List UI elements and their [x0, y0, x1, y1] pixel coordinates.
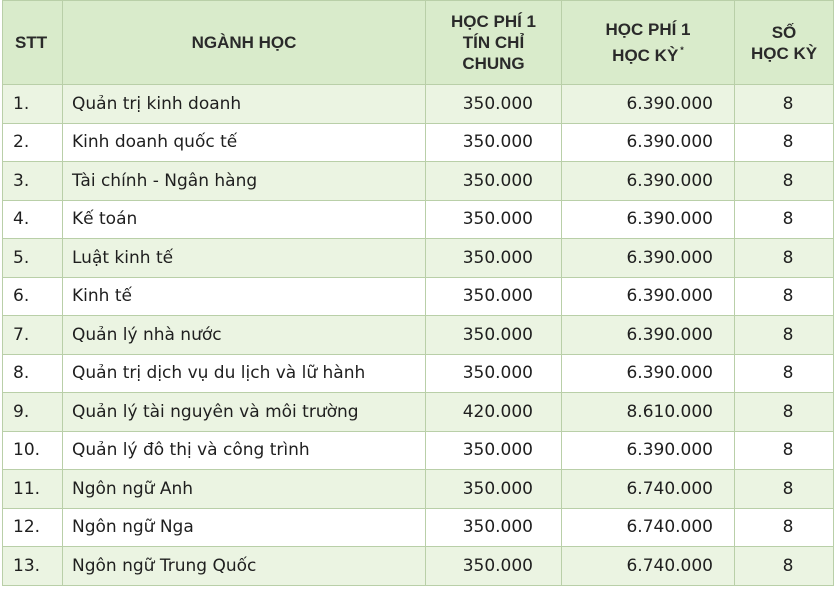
cell-semester-fee: 6.390.000 [562, 162, 735, 201]
cell-credit-fee: 350.000 [426, 123, 562, 162]
cell-semesters: 8 [735, 393, 834, 432]
cell-stt: 10. [3, 431, 63, 470]
header-semester-fee-line2: HỌC KỲ [612, 46, 679, 65]
header-credit-fee [426, 1, 562, 85]
cell-major: Tài chính - Ngân hàng [63, 162, 426, 201]
cell-major: Quản lý đô thị và công trình [63, 431, 426, 470]
table-row [3, 431, 834, 470]
cell-stt: 13. [3, 547, 63, 586]
cell-credit-fee: 350.000 [426, 200, 562, 239]
table-row [3, 200, 834, 239]
cell-semester-fee: 6.390.000 [562, 354, 735, 393]
cell-stt: 2. [3, 123, 63, 162]
cell-semester-fee: 6.740.000 [562, 508, 735, 547]
header-credit-fee-line2: TÍN CHỈ [462, 33, 525, 52]
header-major: NGÀNH HỌC [63, 1, 426, 85]
cell-credit-fee: 350.000 [426, 508, 562, 547]
tuition-table [2, 0, 834, 586]
cell-semesters: 8 [735, 316, 834, 355]
cell-semesters: 8 [735, 354, 834, 393]
cell-semester-fee: 6.740.000 [562, 547, 735, 586]
cell-semesters: 8 [735, 200, 834, 239]
header-semester-fee-footnote-mark: * [680, 45, 684, 55]
table-header [3, 1, 834, 85]
cell-major: Quản lý nhà nước [63, 316, 426, 355]
table-row [3, 393, 834, 432]
cell-semesters: 8 [735, 85, 834, 124]
cell-stt: 7. [3, 316, 63, 355]
cell-credit-fee: 350.000 [426, 85, 562, 124]
table-row [3, 239, 834, 278]
header-semester-fee-line1: HỌC PHÍ 1 [605, 20, 691, 39]
cell-semester-fee: 6.740.000 [562, 470, 735, 509]
table-row [3, 123, 834, 162]
table-row [3, 162, 834, 201]
cell-credit-fee: 350.000 [426, 470, 562, 509]
cell-semesters: 8 [735, 470, 834, 509]
cell-stt: 1. [3, 85, 63, 124]
cell-semesters: 8 [735, 162, 834, 201]
cell-semesters: 8 [735, 547, 834, 586]
header-credit-fee-line3: CHUNG [462, 54, 525, 73]
cell-stt: 4. [3, 200, 63, 239]
cell-credit-fee: 350.000 [426, 547, 562, 586]
cell-major: Ngôn ngữ Nga [63, 508, 426, 547]
cell-major: Kế toán [63, 200, 426, 239]
cell-credit-fee: 350.000 [426, 354, 562, 393]
cell-stt: 12. [3, 508, 63, 547]
cell-semester-fee: 6.390.000 [562, 277, 735, 316]
header-semesters [735, 1, 834, 85]
cell-credit-fee: 350.000 [426, 239, 562, 278]
header-stt: STT [3, 1, 63, 85]
table-row [3, 547, 834, 586]
cell-semester-fee: 6.390.000 [562, 431, 735, 470]
cell-credit-fee: 420.000 [426, 393, 562, 432]
cell-semester-fee: 6.390.000 [562, 123, 735, 162]
cell-stt: 9. [3, 393, 63, 432]
table-row [3, 470, 834, 509]
cell-semester-fee: 6.390.000 [562, 85, 735, 124]
cell-major: Kinh doanh quốc tế [63, 123, 426, 162]
cell-semester-fee: 6.390.000 [562, 200, 735, 239]
cell-semester-fee: 8.610.000 [562, 393, 735, 432]
cell-semesters: 8 [735, 508, 834, 547]
table-row [3, 316, 834, 355]
header-credit-fee-line1: HỌC PHÍ 1 [450, 12, 537, 31]
header-row [3, 1, 834, 85]
cell-major: Luật kinh tế [63, 239, 426, 278]
cell-stt: 11. [3, 470, 63, 509]
cell-semesters: 8 [735, 431, 834, 470]
header-semesters-line2: HỌC KỲ [750, 43, 818, 63]
cell-credit-fee: 350.000 [426, 277, 562, 316]
table-row [3, 85, 834, 124]
cell-stt: 3. [3, 162, 63, 201]
cell-semesters: 8 [735, 239, 834, 278]
cell-major: Kinh tế [63, 277, 426, 316]
table-row [3, 354, 834, 393]
table-body [3, 85, 834, 586]
cell-major: Quản trị kinh doanh [63, 85, 426, 124]
cell-credit-fee: 350.000 [426, 162, 562, 201]
header-semesters-line1: SỐ [771, 22, 797, 42]
cell-semester-fee: 6.390.000 [562, 239, 735, 278]
cell-stt: 6. [3, 277, 63, 316]
cell-credit-fee: 350.000 [426, 316, 562, 355]
cell-credit-fee: 350.000 [426, 431, 562, 470]
cell-major: Ngôn ngữ Trung Quốc [63, 547, 426, 586]
cell-semesters: 8 [735, 277, 834, 316]
cell-major: Quản trị dịch vụ du lịch và lữ hành [63, 354, 426, 393]
header-semester-fee [562, 1, 735, 85]
cell-semesters: 8 [735, 123, 834, 162]
cell-major: Ngôn ngữ Anh [63, 470, 426, 509]
table-row [3, 508, 834, 547]
cell-stt: 8. [3, 354, 63, 393]
table-row [3, 277, 834, 316]
cell-semester-fee: 6.390.000 [562, 316, 735, 355]
cell-major: Quản lý tài nguyên và môi trường [63, 393, 426, 432]
cell-stt: 5. [3, 239, 63, 278]
